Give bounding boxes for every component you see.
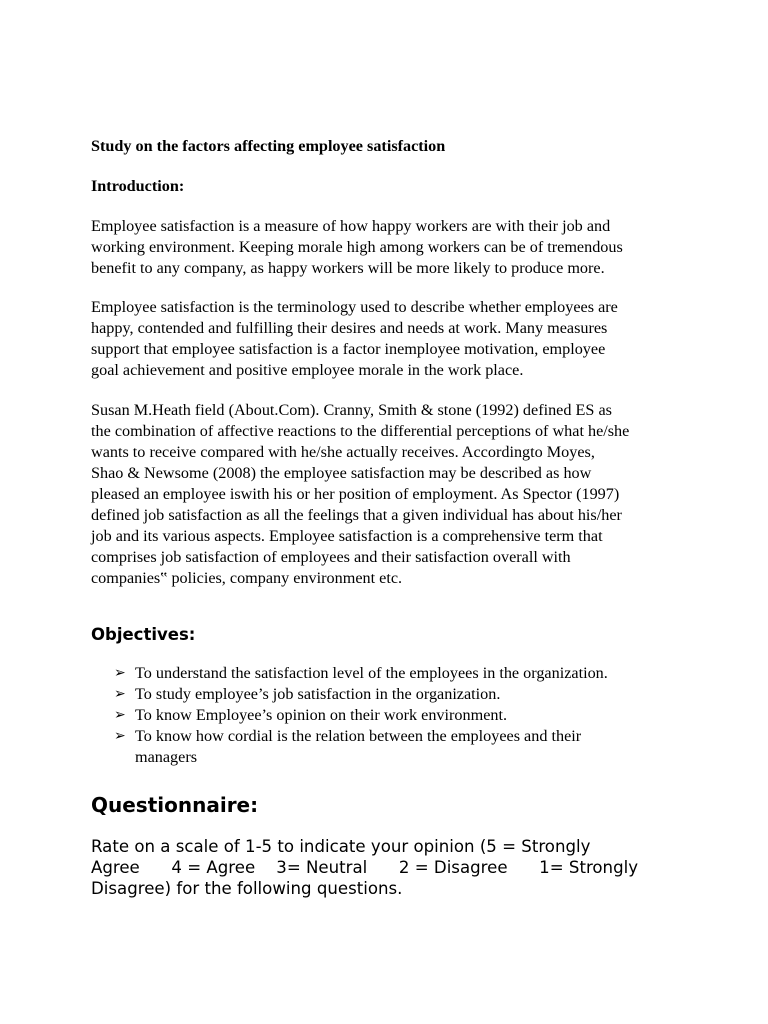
intro-paragraph-3 xyxy=(91,400,691,589)
paragraph-line: job and its various aspects. Employee satisfaction is a comprehensive term that xyxy=(91,527,603,545)
list-item-text: To know how cordial is the relation between the employees and their xyxy=(135,727,582,745)
paragraph-line: Employee satisfaction is the terminology used to describe whether employees are xyxy=(91,298,618,316)
rating-instructions xyxy=(91,836,691,899)
list-item-text: To understand the satisfaction level of the employees in the organization. xyxy=(135,664,608,682)
list-item-text: To know Employee’s opinion on their work environment. xyxy=(135,706,508,724)
paragraph-line: Susan M.Heath field (About.Com). Cranny, Smith & stone (1992) defined ES as xyxy=(91,401,612,419)
rating-instructions-line: Disagree) for the following questions. xyxy=(91,879,403,898)
intro-paragraph-2 xyxy=(91,297,691,381)
rating-instructions-line: Agree 4 = Agree 3= Neutral 2 = Disagree 1= Strongly xyxy=(91,858,639,877)
paragraph-line: happy, contended and fulfilling their desires and needs at work. Many measures xyxy=(91,319,608,337)
arrow-bullet-icon: ➢ xyxy=(114,728,126,744)
list-item xyxy=(114,726,691,768)
paragraph-line: companies‟ policies, company environment etc. xyxy=(91,569,403,587)
paragraph-line: pleased an employee iswith his or her position of employment. As Spector (1997) xyxy=(91,485,620,503)
paragraph-line: working environment. Keeping morale high among workers can be of tremendous xyxy=(91,238,623,256)
paragraph-line: comprises job satisfaction of employees and their satisfaction overall with xyxy=(91,548,571,566)
list-item-text: managers xyxy=(135,748,198,766)
paragraph-line: Employee satisfaction is a measure of how happy workers are with their job and xyxy=(91,217,611,235)
rating-instructions-line: Rate on a scale of 1-5 to indicate your opinion (5 = Strongly xyxy=(91,837,591,856)
paragraph-line: goal achievement and positive employee morale in the work place. xyxy=(91,361,524,379)
paragraph-line: the combination of affective reactions to the differential perceptions of what he/she xyxy=(91,422,630,440)
introduction-heading: Introduction: xyxy=(91,177,185,195)
document-title: Study on the factors affecting employee satisfaction xyxy=(91,137,446,155)
arrow-bullet-icon: ➢ xyxy=(114,665,126,681)
intro-paragraph-1 xyxy=(91,216,691,279)
paragraph-line: support that employee satisfaction is a factor inemployee motivation, employee xyxy=(91,340,606,358)
arrow-bullet-icon: ➢ xyxy=(114,686,126,702)
list-item xyxy=(114,663,691,684)
questionnaire-heading: Questionnaire: xyxy=(91,793,259,817)
document-page xyxy=(91,136,691,899)
arrow-bullet-icon: ➢ xyxy=(114,707,126,723)
list-item-text: To study employee’s job satisfaction in the organization. xyxy=(135,685,501,703)
list-item xyxy=(114,684,691,705)
paragraph-line: wants to receive compared with he/she actually receives. Accordingto Moyes, xyxy=(91,443,595,461)
objectives-list xyxy=(91,663,691,768)
paragraph-line: benefit to any company, as happy workers will be more likely to produce more. xyxy=(91,259,605,277)
paragraph-line: Shao & Newsome (2008) the employee satisfaction may be described as how xyxy=(91,464,592,482)
paragraph-line: defined job satisfaction as all the feelings that a given individual has about his/her xyxy=(91,506,622,524)
objectives-heading: Objectives: xyxy=(91,625,196,644)
list-item xyxy=(114,705,691,726)
